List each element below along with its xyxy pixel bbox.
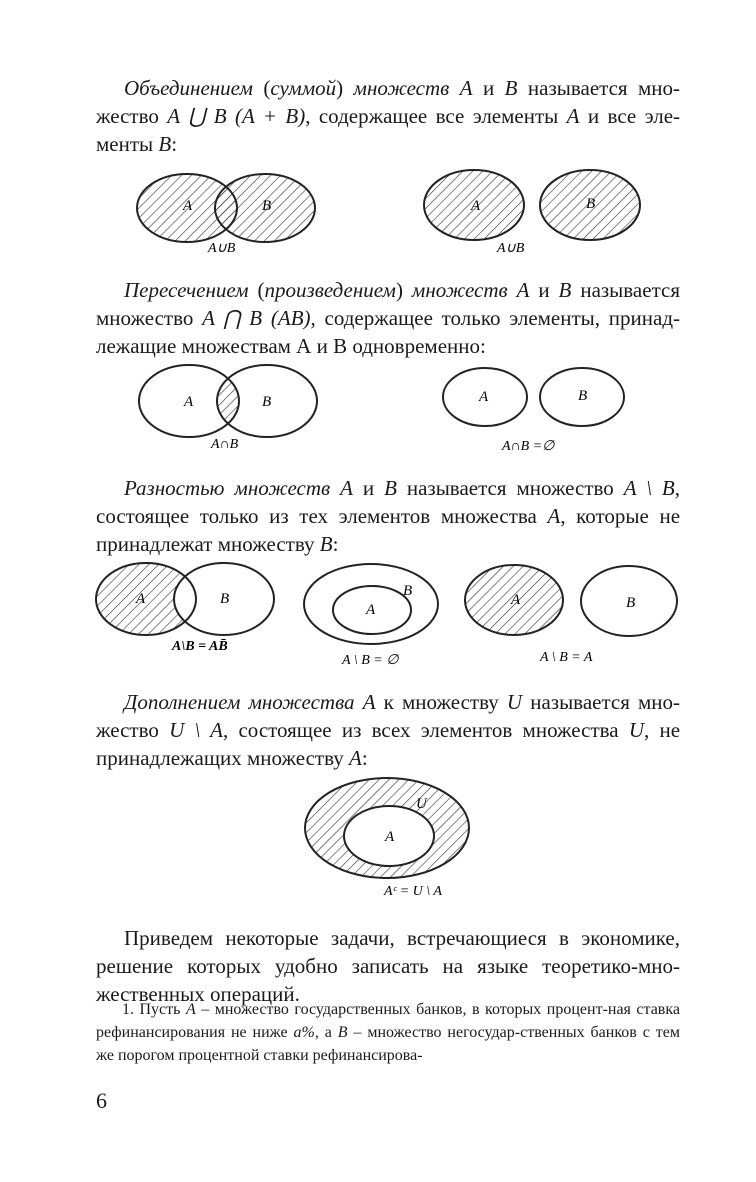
caption-complement: Aᶜ = U \ A [384, 884, 442, 899]
label-b: B [262, 198, 272, 214]
caption-union-disjoint: A∪B [497, 241, 525, 256]
union-definition: Объединением (суммой) множеств A и B называется мно-жество A ⋃ B (A + B), содержащее все элементы A и все эле-менты B: [96, 76, 681, 156]
intersection-overlap-diagram [139, 365, 317, 452]
label-b: B [626, 595, 636, 611]
caption-intersection: A∩B [211, 437, 239, 452]
union-notation: A ⋃ B [167, 104, 227, 128]
difference-rest: , состоящее только из тех элементов множества [96, 476, 680, 528]
label-a: A [479, 389, 489, 405]
percent-value: a% [293, 1024, 315, 1041]
intersection-rest: , содержащее только элементы, принад-лежащие множествам А и В одновременно: [96, 306, 680, 358]
problem-text-a: Пусть [139, 1001, 181, 1018]
called-text: называется множество [406, 476, 614, 500]
set-a: A [340, 476, 353, 500]
label-a: A [471, 198, 481, 214]
problem-text-c: , а [314, 1024, 332, 1041]
label-b: B [262, 394, 272, 410]
label-b: B [403, 583, 413, 599]
intersection-notation: A ⋂ B [202, 306, 263, 330]
complement-rest: , состоящее из всех элементов множества [223, 718, 619, 742]
label-u: U [416, 796, 427, 812]
difference-term: Разностью множеств [124, 476, 331, 500]
intersection-term: Пересечением [124, 278, 249, 302]
union-term: Объединением [124, 76, 253, 100]
intersection-term-alt: произведением [264, 278, 396, 302]
difference-notation: A \ B [623, 476, 675, 500]
set-a: A [185, 1001, 196, 1018]
union-rest2: и все эле-менты [96, 104, 681, 156]
difference-subset-diagram [304, 564, 438, 668]
set-a: A [547, 504, 561, 528]
difference-rest2: , которые не принадлежат множеству [96, 504, 681, 556]
intro-text: Приведем некоторые задачи, встречающиеся в экономике, решение которых удобно записать на языке теоретико-мно-жественных операций. [96, 926, 680, 1006]
union-overlap-diagram [137, 174, 315, 256]
label-b: B [578, 388, 588, 404]
set-u: U [506, 690, 523, 714]
difference-definition: Разностью множеств A и B называется множество A \ B, состоящее только из тех элементов множества A, которые не принадлежат множеству B: [96, 476, 681, 556]
label-a: A [183, 198, 193, 214]
label-a: A [511, 592, 521, 608]
intersection-alt-notation: (AB) [270, 306, 311, 330]
caption-union: A∪B [208, 241, 236, 256]
set-a: A [459, 76, 473, 100]
set-b: B [504, 76, 518, 100]
problem-number: 1. [122, 1001, 134, 1018]
difference-overlap-diagram [96, 563, 274, 654]
complement-rest2: , не принадлежащих множеству [96, 718, 681, 770]
page-number: 6 [96, 1088, 107, 1113]
called-text: называется множество [96, 278, 680, 330]
problem-text-d: – множество негосудар-ственных банков с тем же порогом процентной ставки рефинансирова- [96, 1024, 680, 1064]
label-b: B [220, 591, 230, 607]
called-text: называется мно-жество [96, 690, 681, 742]
intersection-term-word: множеств [411, 278, 508, 302]
caption-difference-overlap: A\B = AB̄ [172, 639, 228, 654]
label-a: A [366, 602, 376, 618]
label-a: A [184, 394, 194, 410]
union-alt-notation: (A + B) [234, 104, 306, 128]
label-b: B [586, 196, 596, 212]
complement-diagram [305, 778, 469, 899]
complement-definition: Дополнением множества A к множеству U называется мно-жество U \ A, состоящее из всех элементов множества U, не принадлежащих множеству A: [96, 690, 681, 770]
to-text: к множеству [383, 690, 499, 714]
set-b: B [337, 1024, 348, 1041]
union-rest: , содержащее все элементы [305, 104, 559, 128]
set-b: B [384, 476, 397, 500]
union-term-alt: суммой [270, 76, 337, 100]
set-a: A [566, 104, 580, 128]
intersection-definition: Пересечением (произведением) множеств A и B называется множество A ⋂ B (AB), содержащее только элементы, принад-лежащие множествам А и В одновременно: [96, 278, 680, 358]
set-b: B [558, 278, 572, 302]
label-a: A [136, 591, 146, 607]
difference-disjoint-diagram [465, 565, 677, 665]
set-a: A [362, 690, 376, 714]
set-a: A [516, 278, 530, 302]
colon: : [171, 132, 178, 156]
and-word: и [482, 76, 495, 100]
set-u: U [628, 718, 644, 742]
set-b: B [319, 532, 333, 556]
caption-difference-a: A \ B = A [540, 650, 593, 665]
set-b: B [158, 132, 172, 156]
problem-text-b: – множество государственных банков, в которых процент-ная ставка рефинансирования не ниже [96, 1001, 680, 1041]
caption-intersection-empty: A∩B =∅ [502, 439, 555, 454]
set-a: A [349, 746, 362, 770]
union-term-word: множеств [353, 76, 450, 100]
complement-term: Дополнением множества [124, 690, 355, 714]
complement-notation: U \ A [169, 718, 223, 742]
caption-difference-empty: A \ B = ∅ [342, 653, 399, 668]
label-a: A [385, 829, 395, 845]
intersection-disjoint-diagram [443, 368, 624, 454]
union-disjoint-diagram [424, 170, 640, 256]
called-text: называется мно-жество [96, 76, 681, 128]
